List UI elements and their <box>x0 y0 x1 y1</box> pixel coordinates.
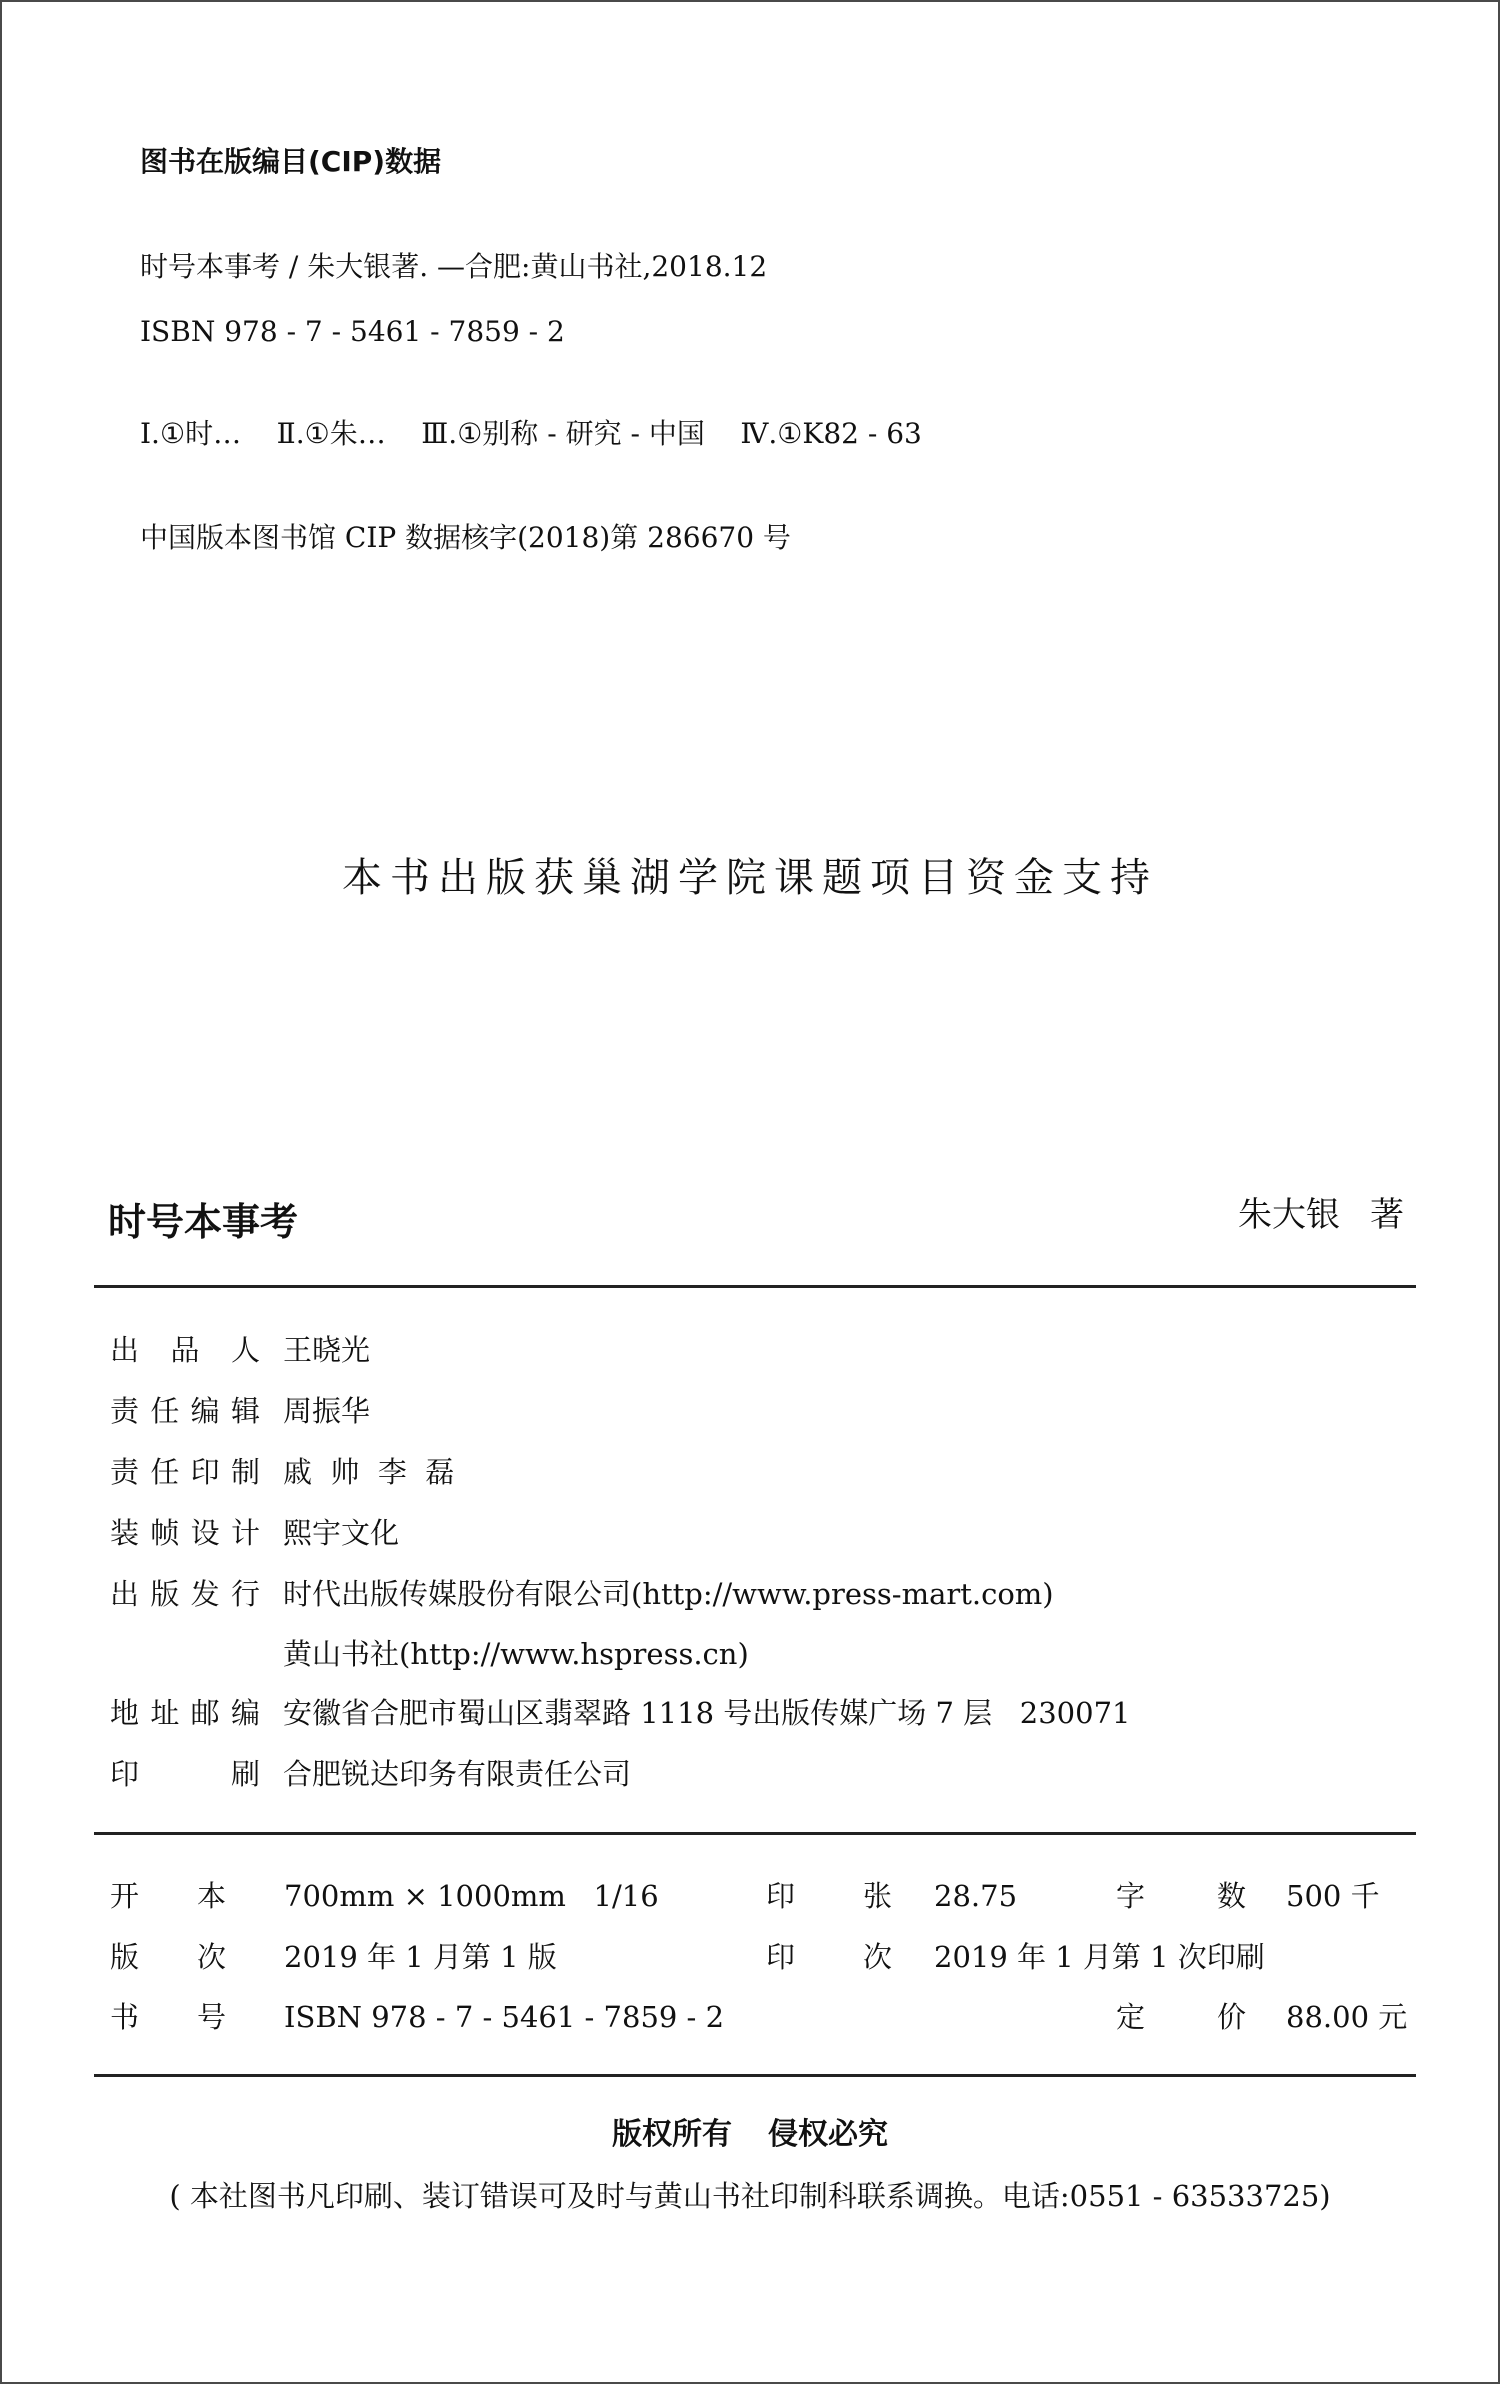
spec-label: 书 号 <box>110 2000 226 2034</box>
author-name: 朱大银 <box>1238 1195 1340 1235</box>
cip-title-line: 时号本事考 / 朱大银著. —合肥:黄山书社,2018.12 <box>140 250 768 283</box>
spec-words <box>1116 1879 1246 1913</box>
spec-sheets-value: 28.75 <box>934 1879 1018 1913</box>
credit-value: 周振华 <box>283 1394 371 1428</box>
spec-edition <box>110 1940 226 1974</box>
copyright-notice <box>0 2117 1500 2152</box>
cip-classification-line: Ⅰ.①时… Ⅱ.①朱… Ⅲ.①别称 - 研究 - 中国 Ⅳ.①K82 - 63 <box>140 417 922 450</box>
spec-label: 印 次 <box>766 1940 892 1974</box>
credit-value: 戚 帅 李 磊 <box>283 1455 455 1489</box>
credit-label: 责 任 编 辑 <box>110 1394 260 1428</box>
spec-format <box>110 1879 226 1913</box>
spec-words-value: 500 千 <box>1286 1879 1380 1913</box>
spec-isbn-value: ISBN 978 - 7 - 5461 - 7859 - 2 <box>284 2000 725 2034</box>
spec-edition-value: 2019 年 1 月第 1 版 <box>284 1940 557 1974</box>
credit-value: 合肥锐达印务有限责任公司 <box>283 1757 632 1791</box>
credit-value: 时代出版传媒股份有限公司(http://www.press-mart.com) <box>283 1577 1054 1611</box>
divider-rule <box>94 1832 1416 1835</box>
credit-value: 安徽省合肥市蜀山区翡翠路 1118 号出版传媒广场 7 层 230071 <box>283 1696 1131 1730</box>
cip-isbn-line: ISBN 978 - 7 - 5461 - 7859 - 2 <box>140 315 565 348</box>
cip-number-line: 中国版本图书馆 CIP 数据核字(2018)第 286670 号 <box>140 521 791 554</box>
divider-rule <box>94 2074 1416 2077</box>
credit-value: 黄山书社(http://www.hspress.cn) <box>283 1637 749 1671</box>
credit-label: 装 帧 设 计 <box>110 1516 260 1550</box>
spec-sheets <box>766 1879 892 1913</box>
spec-label: 开 本 <box>110 1879 226 1913</box>
author-role: 著 <box>1370 1195 1404 1235</box>
credit-label: 出 版 发 行 <box>110 1577 260 1611</box>
book-title: 时号本事考 <box>108 1200 299 1244</box>
spec-label: 定 价 <box>1116 2000 1246 2034</box>
book-author <box>1238 1195 1404 1235</box>
divider-rule <box>94 1285 1416 1288</box>
cip-heading: 图书在版编目(CIP)数据 <box>140 145 442 178</box>
infringement-notice: 侵权必究 <box>768 2117 888 2152</box>
replacement-note: ( 本社图书凡印刷、装订错误可及时与黄山书社印制科联系调换。电话:0551 - 63533725) <box>169 2179 1331 2213</box>
spec-printing <box>766 1940 892 1974</box>
funding-note: 本书出版获巢湖学院课题项目资金支持 <box>342 855 1158 901</box>
spec-price <box>1116 2000 1246 2034</box>
credit-value: 王晓光 <box>283 1333 371 1367</box>
spec-format-value: 700mm × 1000mm 1/16 <box>284 1879 659 1913</box>
credit-label: 出 品 人 <box>110 1333 260 1367</box>
spec-label: 字 数 <box>1116 1879 1246 1913</box>
credit-label: 印 刷 <box>110 1757 260 1791</box>
credit-value: 熙宇文化 <box>283 1516 400 1550</box>
credit-label: 地 址 邮 编 <box>110 1696 260 1730</box>
spec-label: 版 次 <box>110 1940 226 1974</box>
credit-label: 责 任 印 制 <box>110 1455 260 1489</box>
spec-isbn <box>110 2000 226 2034</box>
spec-printing-value: 2019 年 1 月第 1 次印刷 <box>934 1940 1265 1974</box>
spec-label: 印 张 <box>766 1879 892 1913</box>
spec-price-value: 88.00 元 <box>1286 2000 1408 2034</box>
rights-reserved: 版权所有 <box>612 2117 732 2152</box>
